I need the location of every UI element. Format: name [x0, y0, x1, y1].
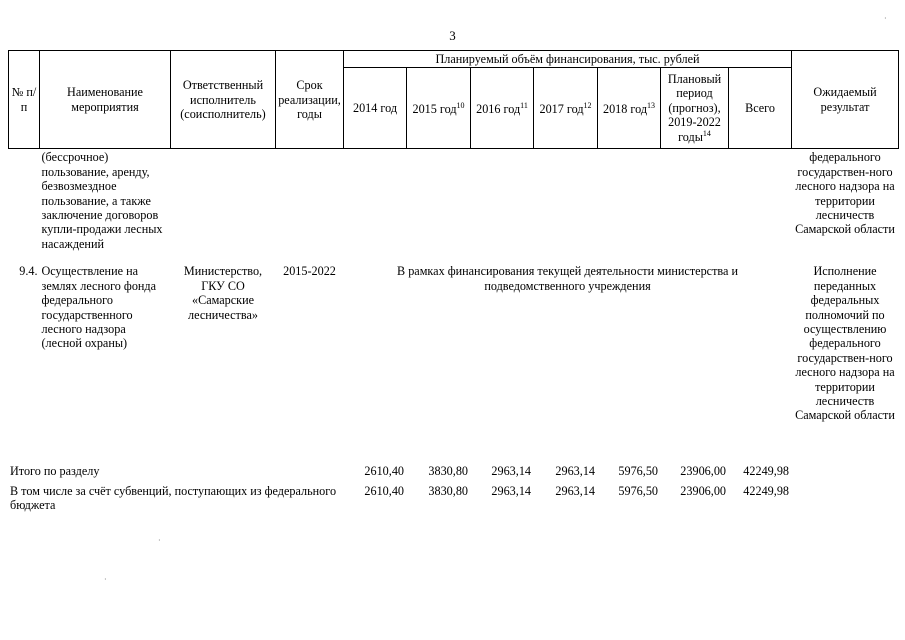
federal-label: В том числе за счёт субвенций, поступающих из федерального бюджета — [10, 483, 337, 513]
header-executor: Ответственный исполнитель (соисполнитель) — [171, 51, 276, 149]
header-financing: Планируемый объём финансирования, тыс. рублей — [344, 51, 792, 68]
federal-2016: 2963,14 — [491, 483, 531, 498]
row-cont-result: федерального государствен-ного лесного надзора на территории лесничеств Самарской области — [795, 150, 895, 237]
federal-2018: 5976,50 — [618, 483, 658, 498]
scan-speck: · — [158, 536, 161, 545]
row-9-4-term: 2015-2022 — [283, 264, 336, 279]
totals-2015: 3830,80 — [428, 464, 468, 479]
header-name: Наименование мероприятия — [40, 51, 171, 149]
header-result: Ожидаемый результат — [792, 51, 899, 149]
header-year-2017: 2017 год$^{12}$ — [534, 68, 598, 149]
totals-row-federal — [8, 480, 898, 514]
header-year-2018: 2018 год$^{13}$ — [598, 68, 661, 149]
totals-plan: 23906,00 — [680, 464, 726, 479]
header-term: Срок реализации, годы — [276, 51, 344, 149]
totals-2014: 2610,40 — [364, 464, 404, 479]
totals-2018: 5976,50 — [618, 464, 658, 479]
header-year-2016: 2016 год$^{11}$ — [471, 68, 534, 149]
page-number: 3 — [449, 28, 456, 43]
header-year-2015: 2015 год$^{10}$ — [407, 68, 471, 149]
row-9-4-num: 9.4. — [19, 264, 38, 279]
header-total: Всего — [729, 68, 792, 149]
table-row-continued — [9, 149, 899, 264]
federal-2017: 2963,14 — [555, 483, 595, 498]
scan-speck: · — [104, 575, 107, 584]
row-cont-name: (бессрочное) пользование, аренду, безвозмездное пользование, а также заключение договоров купли-продажи лесных насаждений — [41, 150, 163, 251]
totals-row-section — [8, 463, 898, 479]
header-year-2014: 2014 год — [344, 68, 407, 149]
header-plan-period: Плановый период (прогноз), 2019-2022 годы$^{14}$ — [661, 68, 729, 149]
federal-total: 42249,98 — [743, 483, 789, 498]
totals-2017: 2963,14 — [555, 464, 595, 479]
row-9-4-financing-note: В рамках финансирования текущей деятельности министерства и подведомственного учреждения — [397, 264, 738, 293]
scan-speck: · — [884, 14, 887, 23]
row-9-4-result: Исполнение переданных федеральных полномочий по осуществлению федерального государствен-ного лесного надзора на территории лесничеств Самарской области — [795, 264, 895, 423]
row-9-4-name: Осуществление на землях лесного фонда федерального государственного лесного надзора (лесной охраны) — [41, 264, 157, 351]
totals-2016: 2963,14 — [491, 464, 531, 479]
header-num: № п/п — [9, 51, 40, 149]
totals-label: Итого по разделу — [10, 464, 100, 479]
row-9-4-executor: Министерство, ГКУ СО «Самарские лесничества» — [183, 264, 263, 322]
federal-plan: 23906,00 — [680, 483, 726, 498]
federal-2015: 3830,80 — [428, 483, 468, 498]
federal-2014: 2610,40 — [364, 483, 404, 498]
table-row-9-4 — [9, 263, 899, 461]
totals-total: 42249,98 — [743, 464, 789, 479]
financing-table — [8, 50, 899, 461]
totals-table — [8, 463, 898, 513]
financing-table-section — [8, 50, 898, 514]
